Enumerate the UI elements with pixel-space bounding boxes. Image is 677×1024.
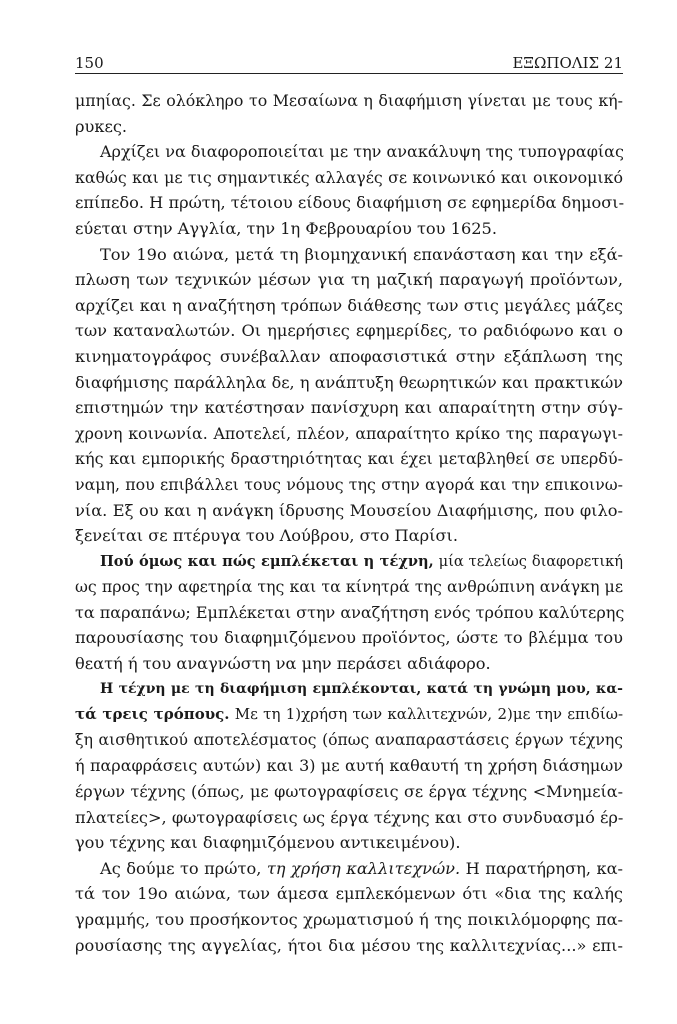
- bold-thesis: Η τέχνη με τη διαφήμιση εμπλέκονται, κατά τη γνώμη μου, κα-: [100, 680, 623, 697]
- text-line: των καταναλωτών. Οι ημερήσιες εφημερίδες, το ραδιόφωνο και ο: [75, 321, 623, 341]
- text-line: γραμμής, του προσήκοντος χρωματισμού ή της ποικιλόμορφης πα-: [75, 910, 623, 929]
- text-line: παρουσίασης του διαφημιζόμενου προϊόντος, ώστε το βλέμμα του: [75, 628, 623, 648]
- text-line: ή παραφράσεις αυτών) και 3) με αυτή καθαυτή τη χρήση διάσημων: [75, 756, 623, 776]
- text-line: Αρχίζει να διαφοροποιείται με την ανακάλυψη της τυπογραφίας: [100, 142, 624, 162]
- text-line: έργων τέχνης (όπως, με φωτογραφίσεις σε έργα τέχνης <Μνημεία-: [75, 782, 623, 802]
- text-line: πλωση των τεχνικών μέσων για τη μαζική παραγωγή προϊόντων,: [75, 270, 623, 290]
- text-line: επιστημών την κατέστησαν πανίσχυρη και απαραίτητη στην σύγ-: [75, 398, 623, 418]
- page-number: 150: [75, 54, 104, 72]
- text-line: θεατή ή του αναγνώστη να μην περάσει αδιάφορο.: [75, 654, 491, 674]
- header-rule: [75, 73, 623, 74]
- text-line: [75, 677, 623, 703]
- bold-thesis-cont: τά τρεις τρόπους.: [75, 705, 230, 724]
- text-line: επίπεδο. Η πρώτη, τέτοιου είδους διαφήμιση σε εφημερίδα δημοσι-: [75, 193, 625, 213]
- italic-phrase: τη χρήση καλλιτεχνών.: [266, 858, 461, 878]
- text-line: τά τον 19ο αιώνα, των άμεσα εμπλεκόμενων ότι «δια της καλής: [75, 884, 623, 904]
- text-line: μπηίας. Σε ολόκληρο το Μεσαίωνα η διαφήμιση γίνεται με τους κή-: [75, 91, 623, 110]
- text-line: γου τέχνης και διαφημιζόμενου αντικειμένου).: [75, 833, 461, 853]
- text-run: Με τη 1)χρήση των καλλιτεχνών, 2)με την επιδίω-: [229, 705, 624, 724]
- bold-question: Πού όμως και πώς εμπλέκεται η τέχνη,: [100, 552, 434, 570]
- running-header: [75, 53, 623, 73]
- text-line: χρονη κοινωνία. Αποτελεί, πλέον, απαραίτητο κρίκο της παραγωγι-: [75, 423, 623, 443]
- text-line: διαφήμισης παράλληλα δε, η ανάπτυξη θεωρητικών και πρακτικών: [75, 372, 623, 392]
- text-line: αρχίζει και η αναζήτηση τρόπων διάθεσης των στις μεγάλες μάζες: [75, 295, 623, 315]
- text-line: κινηματογράφος συνέβαλλαν αποφασιστικά στην εξάπλωση της: [75, 346, 623, 366]
- running-title: ΕΞΩΠΟΛΙΣ 21: [512, 54, 623, 72]
- text-line: ναμη, που επιβάλλει τους νόμους της στην αγορά και την επικοινω-: [75, 474, 623, 494]
- text-line: κής και εμπορικής δραστηριότητας και έχει μεταβληθεί σε υπερδύ-: [75, 449, 623, 469]
- text-line: [75, 549, 623, 575]
- text-line: καθώς και με τις σημαντικές αλλαγές σε κοινωνικό και οικονομικό: [75, 167, 623, 187]
- text-line: εύεται στην Αγγλία, την 1η Φεβρουαρίου του 1625.: [75, 218, 498, 238]
- text-line: [75, 702, 623, 728]
- text-run: Η παρατήρηση, κα-: [460, 858, 624, 878]
- text-line: ξενείται σε πτέρυγα του Λούβρου, στο Παρίσι.: [75, 526, 458, 546]
- text-line: ρουσίασης της αγγελίας, ήτοι δια μέσου της καλλιτεχνίας...» επι-: [75, 935, 623, 955]
- text-line: ρυκες.: [75, 116, 128, 136]
- text-line: τα παραπάνω; Εμπλέκεται στην αναζήτηση ενός τρόπου καλύτερης: [75, 602, 625, 622]
- text-run: μία τελείως διαφορετική: [433, 552, 623, 570]
- text-line: ξη αισθητικού αποτελέσματος (όπως αναπαραστάσεις έργων τέχνης: [75, 730, 623, 749]
- body-text: [75, 88, 623, 958]
- text-line: πλατείες>, φωτογραφίσεις ως έργα τέχνης και στο συνδυασμό έρ-: [75, 807, 624, 827]
- text-line: Τον 19ο αιώνα, μετά τη βιομηχανική επανάσταση και την εξά-: [100, 244, 623, 264]
- text-run: Ας δούμε το πρώτο,: [100, 858, 267, 878]
- text-line: ως προς την αφετηρία της και τα κίνητρά της ανθρώπινη ανάγκη με: [75, 577, 623, 597]
- text-line: [75, 856, 623, 882]
- text-line: νία. Εξ ου και η ανάγκη ίδρυσης Μουσείου Διαφήμισης, που φιλο-: [75, 500, 623, 520]
